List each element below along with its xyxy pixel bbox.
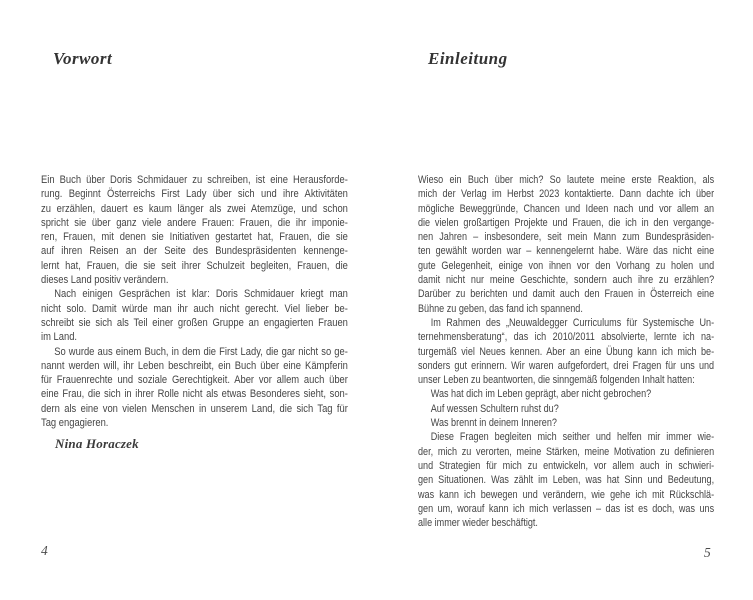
paragraph: [41, 287, 348, 344]
text-line: dieses Land positiv verändern.: [41, 274, 169, 287]
text-line: Wieso ein Buch über mich? So lautete meine erste Reaktion, als: [418, 174, 715, 186]
text-line: ren, Frauen, mit denen sie Initiativen gestartet hat, Frauen, die sie: [41, 231, 348, 244]
text-line: Ein Buch über Doris Schmidauer zu schreiben, ist eine Herausforde-: [41, 174, 348, 186]
text-line: zu erzählen, dauert es kaum länger als zwei Atemzüge, und schon: [41, 202, 348, 215]
text-line: ten gewählt worden war – kennengelernt habe. Wäre das nicht eine: [418, 245, 715, 258]
paragraph: [418, 316, 714, 387]
text-line: Im Rahmen des „Neuwaldegger Curriculums für Systemische Un-: [430, 316, 715, 329]
chapter-heading-einleitung: Einleitung: [428, 49, 508, 68]
author-signature: Nina Horaczek: [55, 436, 139, 451]
text-line: mich der Verlag im Herbst 2023 kontaktierte. Dann dachte ich über: [418, 188, 715, 201]
paragraph: [418, 173, 714, 316]
chapter-heading-vorwort: Vorwort: [53, 49, 113, 68]
paragraph: [418, 416, 714, 430]
text-line: nen Jahren – insbesondere, seit mein Mann zum Bundespräsiden-: [418, 231, 715, 244]
paragraph: [41, 345, 348, 431]
text-line: Bühne zu geben, das fand ich spannend.: [418, 302, 583, 315]
text-line: gen Situationen. Was zählt im Leben, was hat Sinn und Bedeutung,: [418, 474, 715, 487]
text-line: rung. Beginnt Österreichs First Lady über sich und ihre Aktivitäten: [41, 188, 348, 201]
text-line: der, mich zu verorten, meine Stärken, meine Motivation zu definieren: [418, 445, 715, 458]
text-line: sonders gut erinnern. Wir waren aufgefordert, drei Fragen für uns und: [418, 359, 715, 372]
text-line: turgemäß viel Neues kennen. Aber an eine Übung kann ich mich be-: [418, 345, 715, 358]
text-line: auf ihren Reisen an der Seite des Bundespräsidenten kennenge-: [41, 245, 348, 258]
text-line: im Land.: [41, 331, 78, 344]
text-line: Tag engagieren.: [41, 417, 109, 430]
text-line: und Strategien für mich zu entwickeln, vor allem auch in schwieri-: [418, 459, 715, 472]
text-line: gen um, worauf kann ich mich verlassen – das ist es doch, was uns: [418, 502, 715, 515]
body-text-left: [41, 173, 348, 430]
text-line: Diese Fragen begleiten mich seither und helfen mir immer wie-: [430, 431, 715, 444]
text-line: Darüber zu berichten und damit auch den Frauen in Österreich eine: [418, 288, 715, 301]
paragraph: [41, 173, 348, 287]
text-line: lernt hat, Frauen, die sie seit ihrer Schulzeit begleiten, Frauen, die: [41, 259, 348, 272]
text-line: spricht sie über ganz viele andere Frauen: Frauen, die ihr imponie-: [41, 216, 348, 229]
text-line: was kann ich bewegen und verändern, wie gehe ich mit Rückschlä-: [418, 488, 715, 501]
text-line: mögliche Beweggründe, Chancen und Ideen nach und vor allem an: [418, 202, 715, 215]
text-line: So wurde aus einem Buch, in dem die First Lady, die gar nicht so ge-: [54, 345, 348, 358]
body-text-left-inner: [41, 173, 348, 430]
text-line: schreibt sie sich als Teil einer großen Gruppe an engagierten Frauen: [41, 316, 348, 329]
paragraph: [418, 387, 714, 401]
page-number-right: 5: [704, 545, 711, 560]
body-text-right: [418, 173, 714, 530]
text-line: nannt werden will, ihr Leben beschreibt, ein Buch über eine Kämpferin: [41, 359, 348, 372]
text-line: damit nicht nur meine Geschichte, sondern auch ihre zu erzählen?: [418, 274, 715, 287]
text-line: unser Leben zu beantworten, die sinngemäß folgenden Inhalt hatten:: [418, 374, 695, 387]
text-line: alle immer wieder beschäftigt.: [418, 517, 538, 530]
text-line: nicht solo. Damit würde man ihr auch nicht gerecht. Viel lieber be-: [41, 302, 348, 315]
text-line: dern als eine von vielen Menschen in unserem Land, die sich Tag für: [41, 402, 348, 415]
text-line: die vielen großartigen Projekte und Frauen, die ich in den vergange-: [418, 216, 715, 229]
text-line: Was hat dich im Leben geprägt, aber nicht gebrochen?: [430, 388, 652, 401]
page-number-left: 4: [41, 543, 48, 558]
body-text-right-inner: [418, 173, 714, 530]
paragraph: [418, 402, 714, 416]
text-line: Nach einigen Gesprächen ist klar: Doris Schmidauer kriegt man: [54, 288, 348, 301]
text-line: für Frauenrechte und soziale Gerechtigkeit. Aber vor allem auch über: [41, 374, 348, 387]
text-line: eine Frau, die sich in ihrer Rolle nicht als etwas Besonderes sieht, son-: [41, 388, 348, 401]
text-line: ternehmensberatung“, das ich 2010/2011 absolvierte, lernte ich na-: [418, 331, 715, 344]
paragraph: [418, 430, 714, 530]
text-line: gute Gelegenheit, einige von ihnen vor den Vorhang zu holen und: [418, 259, 715, 272]
text-line: Auf wessen Schultern ruhst du?: [430, 402, 559, 415]
text-line: Was brennt in deinem Inneren?: [430, 417, 557, 430]
